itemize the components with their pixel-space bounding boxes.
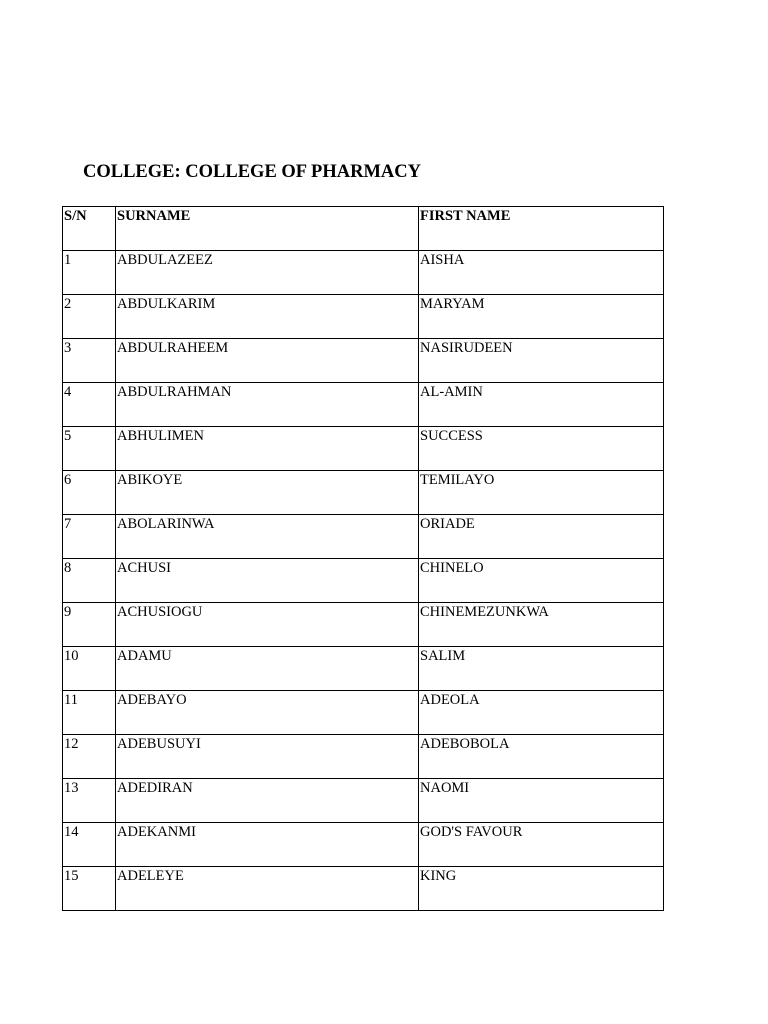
cell-first-name: ORIADE [419, 515, 664, 559]
cell-surname: ACHUSI [116, 559, 419, 603]
cell-first-name: ADEBOBOLA [419, 735, 664, 779]
cell-first-name: SALIM [419, 647, 664, 691]
cell-surname: ADAMU [116, 647, 419, 691]
cell-sn: 5 [63, 427, 116, 471]
table-header [63, 207, 664, 251]
cell-first-name: GOD'S FAVOUR [419, 823, 664, 867]
cell-first-name: KING [419, 867, 664, 911]
table-row [63, 471, 664, 515]
table-row [63, 691, 664, 735]
cell-surname: ABDULRAHMAN [116, 383, 419, 427]
cell-sn: 14 [63, 823, 116, 867]
cell-first-name: MARYAM [419, 295, 664, 339]
cell-first-name: ADEOLA [419, 691, 664, 735]
table-row [63, 427, 664, 471]
cell-sn: 15 [63, 867, 116, 911]
cell-sn: 9 [63, 603, 116, 647]
cell-sn: 2 [63, 295, 116, 339]
cell-sn: 10 [63, 647, 116, 691]
cell-sn: 13 [63, 779, 116, 823]
college-heading: COLLEGE: COLLEGE OF PHARMACY [83, 162, 421, 182]
header-row [63, 207, 664, 251]
cell-surname: ADELEYE [116, 867, 419, 911]
cell-first-name: TEMILAYO [419, 471, 664, 515]
table-row [63, 823, 664, 867]
header-sn: S/N [63, 207, 116, 251]
cell-first-name: CHINELO [419, 559, 664, 603]
cell-sn: 3 [63, 339, 116, 383]
cell-surname: ABDULAZEEZ [116, 251, 419, 295]
table-row [63, 603, 664, 647]
cell-first-name: AISHA [419, 251, 664, 295]
cell-sn: 4 [63, 383, 116, 427]
table-row [63, 647, 664, 691]
cell-sn: 6 [63, 471, 116, 515]
table-row [63, 295, 664, 339]
cell-first-name: AL-AMIN [419, 383, 664, 427]
cell-sn: 11 [63, 691, 116, 735]
cell-sn: 7 [63, 515, 116, 559]
table-row [63, 515, 664, 559]
cell-sn: 1 [63, 251, 116, 295]
table-row [63, 779, 664, 823]
header-first-name: FIRST NAME [419, 207, 664, 251]
cell-surname: ADEKANMI [116, 823, 419, 867]
cell-surname: ABDULRAHEEM [116, 339, 419, 383]
cell-sn: 12 [63, 735, 116, 779]
table-body [63, 251, 664, 911]
cell-surname: ADEBAYO [116, 691, 419, 735]
table-row [63, 735, 664, 779]
cell-surname: ADEDIRAN [116, 779, 419, 823]
cell-surname: ABIKOYE [116, 471, 419, 515]
cell-first-name: CHINEMEZUNKWA [419, 603, 664, 647]
cell-surname: ABHULIMEN [116, 427, 419, 471]
cell-surname: ABDULKARIM [116, 295, 419, 339]
table-row [63, 559, 664, 603]
cell-surname: ACHUSIOGU [116, 603, 419, 647]
cell-surname: ABOLARINWA [116, 515, 419, 559]
cell-first-name: NASIRUDEEN [419, 339, 664, 383]
cell-first-name: NAOMI [419, 779, 664, 823]
student-roster-table [62, 206, 664, 911]
header-surname: SURNAME [116, 207, 419, 251]
cell-first-name: SUCCESS [419, 427, 664, 471]
table-row [63, 339, 664, 383]
table-row [63, 251, 664, 295]
table-row [63, 383, 664, 427]
cell-surname: ADEBUSUYI [116, 735, 419, 779]
table-row [63, 867, 664, 911]
cell-sn: 8 [63, 559, 116, 603]
